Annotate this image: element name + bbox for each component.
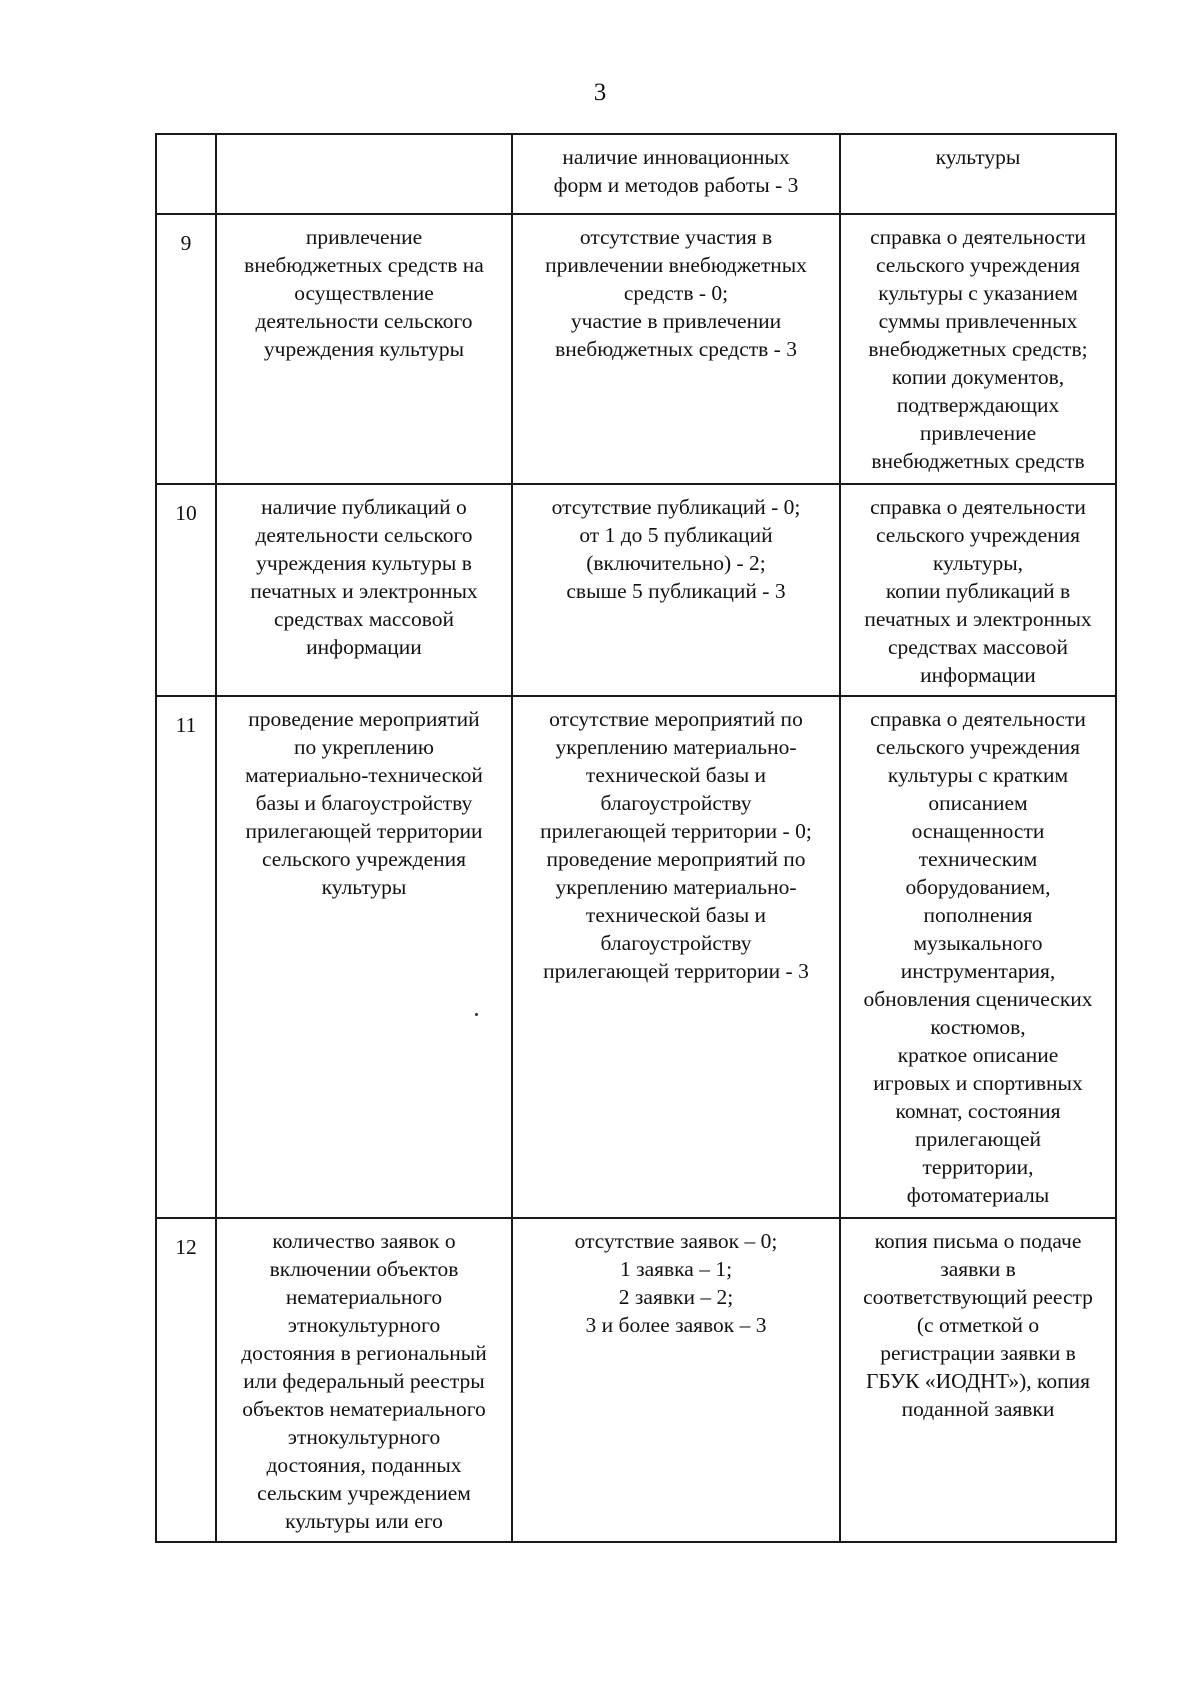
text-line: базы и благоустройству: [255, 791, 473, 815]
text-line: участие в привлечении: [570, 309, 782, 333]
text-line: средствах массовой: [887, 635, 1069, 659]
text-line: печатных и электронных: [250, 579, 478, 603]
scoring-cell: [512, 696, 840, 1218]
text-line: информации: [920, 663, 1036, 687]
text-line: укреплению материально-: [555, 735, 797, 759]
text-line: наличие инновационных: [562, 145, 790, 169]
text-line: соответствующий реестр: [863, 1285, 1093, 1309]
text-line: проведение мероприятий: [248, 707, 480, 731]
text-line: сельского учреждения: [875, 253, 1081, 277]
text-line: деятельности сельского: [255, 309, 473, 333]
documents-cell: [840, 696, 1116, 1218]
text-line: внебюджетных средств - 3: [555, 337, 797, 361]
text-line: инструментария,: [900, 959, 1056, 983]
text-line: или федеральный реестры: [243, 1369, 485, 1393]
text-line: деятельности сельского: [255, 523, 473, 547]
row-number-cell: [156, 134, 216, 214]
text-line: свыше 5 публикаций - 3: [566, 579, 786, 603]
text-line: учреждения культуры в: [256, 551, 472, 575]
scan-speck: [475, 1013, 478, 1016]
text-line: справка о деятельности: [870, 495, 1086, 519]
text-line: прилегающей территории - 3: [543, 959, 809, 983]
text-line: территории,: [922, 1155, 1034, 1179]
text-line: печатных и электронных: [864, 607, 1092, 631]
text-line: поданной заявки: [901, 1397, 1055, 1421]
text-line: технической базы и: [585, 763, 767, 787]
text-line: заявки в: [940, 1257, 1016, 1281]
text-line: культуры с кратким: [887, 763, 1069, 787]
table-row-9: [156, 214, 1116, 484]
documents-cell: [840, 1218, 1116, 1542]
text-line: привлечение: [305, 225, 423, 249]
text-line: оборудованием,: [905, 875, 1051, 899]
text-line: нематериального: [285, 1285, 443, 1309]
text-line: культуры или его: [285, 1509, 443, 1533]
text-line: сельского учреждения: [875, 735, 1081, 759]
text-line: прилегающей: [914, 1127, 1042, 1151]
documents-cell: [840, 134, 1116, 214]
text-line: по укреплению: [294, 735, 434, 759]
text-line: внебюджетных средств: [871, 449, 1085, 473]
text-line: культуры с указанием: [878, 281, 1078, 305]
text-line: отсутствие заявок – 0;: [574, 1229, 778, 1253]
text-line: копии публикаций в: [885, 579, 1071, 603]
text-line: прилегающей территории: [245, 819, 483, 843]
scoring-cell: [512, 214, 840, 484]
text-line: укреплению материально-: [555, 875, 797, 899]
text-line: привлечение: [919, 421, 1037, 445]
text-line: оснащенности: [911, 819, 1045, 843]
text-line: пополнения: [923, 903, 1033, 927]
text-line: музыкального: [913, 931, 1043, 955]
text-line: копии документов,: [891, 365, 1065, 389]
table-row-12: [156, 1218, 1116, 1542]
text-line: комнат, состояния: [895, 1099, 1061, 1123]
text-line: справка о деятельности: [870, 225, 1086, 249]
table-row-10: [156, 484, 1116, 696]
criterion-cell: [216, 484, 512, 696]
scoring-cell: [512, 484, 840, 696]
text-line: культуры: [321, 875, 407, 899]
text-line: достояния в региональный: [241, 1341, 487, 1365]
text-line: суммы привлеченных: [878, 309, 1078, 333]
text-line: регистрации заявки в: [880, 1341, 1076, 1365]
text-line: достояния, поданных: [266, 1453, 462, 1477]
text-line: культуры,: [932, 551, 1024, 575]
text-line: количество заявок о: [272, 1229, 456, 1253]
text-line: сельского учреждения: [875, 523, 1081, 547]
text-line: благоустройству: [600, 931, 752, 955]
text-line: описанием: [928, 791, 1028, 815]
page-number: 3: [593, 79, 607, 106]
text-line: этнокультурного: [287, 1425, 441, 1449]
text-line: обновления сценических: [863, 987, 1093, 1011]
text-line: благоустройству: [600, 791, 752, 815]
text-line: копия письма о подаче: [874, 1229, 1082, 1253]
text-line: материально-технической: [245, 763, 483, 787]
row-number-cell: 11: [156, 696, 216, 1218]
row-number-cell: 12: [156, 1218, 216, 1542]
text-line: проведение мероприятий по: [546, 847, 806, 871]
text-line: 2 заявки – 2;: [618, 1285, 734, 1309]
text-line: краткое описание: [897, 1043, 1059, 1067]
text-line: осуществление: [294, 281, 434, 305]
criterion-cell: [216, 1218, 512, 1542]
text-line: от 1 до 5 публикаций: [579, 523, 773, 547]
text-line: технической базы и: [585, 903, 767, 927]
text-line: отсутствие мероприятий по: [549, 707, 803, 731]
row-number-cell: 10: [156, 484, 216, 696]
text-line: отсутствие публикаций - 0;: [551, 495, 801, 519]
text-line: фотоматериалы: [906, 1183, 1050, 1207]
text-line: внебюджетных средств;: [868, 337, 1088, 361]
text-line: (включительно) - 2;: [586, 551, 766, 575]
text-line: информации: [306, 635, 422, 659]
text-line: костюмов,: [930, 1015, 1026, 1039]
text-line: включении объектов: [269, 1257, 459, 1281]
table-row-11: [156, 696, 1116, 1218]
criterion-cell: [216, 696, 512, 1218]
text-line: сельским учреждением: [257, 1481, 471, 1505]
text-line: подтверждающих: [896, 393, 1060, 417]
text-line: техническим: [918, 847, 1038, 871]
text-line: прилегающей территории - 0;: [540, 819, 812, 843]
text-line: учреждения культуры: [263, 337, 465, 361]
text-line: (с отметкой о: [916, 1313, 1040, 1337]
text-line: средствах массовой: [273, 607, 455, 631]
documents-cell: [840, 214, 1116, 484]
text-line: культуры: [935, 145, 1021, 169]
text-line: сельского учреждения: [261, 847, 467, 871]
text-line: внебюджетных средств на: [244, 253, 484, 277]
text-line: справка о деятельности: [870, 707, 1086, 731]
criteria-table: [155, 133, 1117, 1543]
text-line: средств - 0;: [623, 281, 729, 305]
documents-cell: [840, 484, 1116, 696]
text-line: привлечении внебюджетных: [545, 253, 807, 277]
text-line: ГБУК «ИОДНТ»), копия: [865, 1369, 1091, 1393]
scoring-cell: [512, 1218, 840, 1542]
criterion-cell: [216, 134, 512, 214]
text-line: наличие публикаций о: [261, 495, 467, 519]
text-line: отсутствие участия в: [579, 225, 773, 249]
criterion-cell: [216, 214, 512, 484]
table-row-continuation: [156, 134, 1116, 214]
text-line: объектов нематериального: [242, 1397, 486, 1421]
text-line: игровых и спортивных: [873, 1071, 1083, 1095]
text-line: 1 заявка – 1;: [619, 1257, 733, 1281]
text-line: форм и методов работы - 3: [553, 173, 799, 197]
scoring-cell: [512, 134, 840, 214]
text-line: 3 и более заявок – 3: [585, 1313, 767, 1337]
text-line: этнокультурного: [287, 1313, 441, 1337]
row-number-cell: 9: [156, 214, 216, 484]
